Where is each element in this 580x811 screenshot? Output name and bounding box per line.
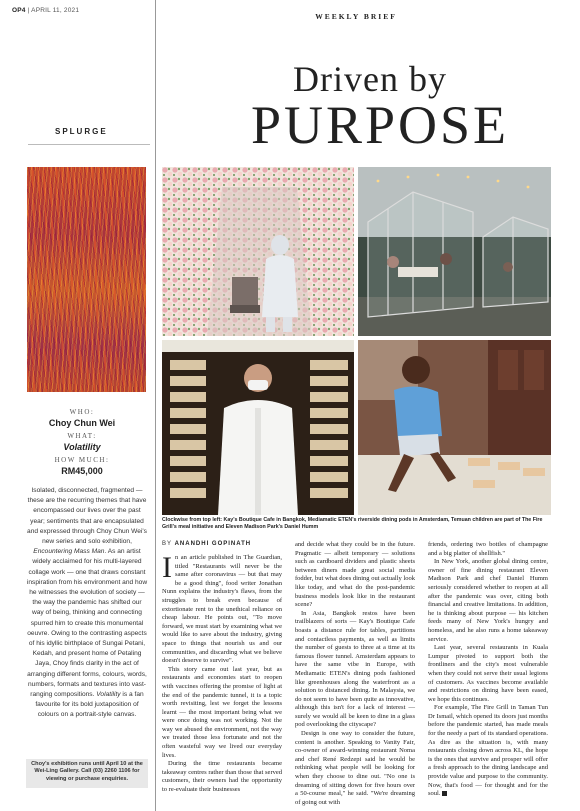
- artwork-image: [27, 167, 146, 392]
- price-label: HOW MUCH:: [54, 456, 110, 464]
- paragraph: Last year, several restaurants in Kuala Lumpur pivoted to support both the frontliners and the city's most vulnerable when they could not serve their usual legions of customers. As vaccines become available and restrictions on dining have been eased, we hope this continues.: [428, 644, 548, 703]
- author-name: ANANDHI GOPINATH: [174, 541, 252, 547]
- temuan-child-photo: [358, 340, 551, 515]
- article-column-2: [295, 541, 415, 807]
- exhibition-info-box: Choy's exhibition runs until April 10 at the Wei-Ling Gallery. Call (03) 2260 1106 for viewing or purchase enquiries.: [26, 759, 148, 788]
- what-label: WHAT:: [67, 432, 97, 440]
- paragraph: In Asia, Bangkok restos have been trailblazers of sorts — Kay's Boutique Cafe boasts a distance rule for tables, partitions and contactless payments, as well as limits the number of guests to three at a time at its famous flower tunnel. Amsterdam appears to have the same vibe in Europe, with Mediamatic ETEN's dining pods fashioned like greenhouses along the waterfront as a solution to distanced dining. In Malaysia, we do not seem to have been quite as innovative, although this isn't for a lack of interest — surely we would all be keen to dine in a glass pod overlooking the cityscape?: [295, 609, 415, 729]
- daniel-humm-photo: [162, 340, 354, 515]
- issue-date: APRIL 11, 2021: [31, 7, 80, 14]
- sidebar-kicker: SPLURGE: [55, 127, 108, 136]
- paragraph: and decide what they could be in the future. Pragmatic — albeit temporary — solutions such as cardboard dividers and plastic sheets between diners made great social media fodder, but what does dining out actually look like today, and what do the post-pandemic business models look like in the restaurant scene?: [295, 541, 415, 609]
- photo-caption: Clockwise from top left: Kay's Boutique Cafe in Bangkok, Mediamatic ETEN's riverside dining pods in Amsterdam, Temuan children are part of The Fire Grill's meal initiative and Eleven Madison Park's Daniel Humm: [162, 517, 543, 530]
- paragraph: friends, ordering two bottles of champagne and a big platter of shellfish.": [428, 541, 548, 557]
- artwork-title-inline: Volatility: [96, 691, 121, 699]
- headline-line-2: PURPOSE: [250, 95, 510, 155]
- headline-line-1: Driven by: [293, 59, 447, 99]
- article-column-3: [428, 541, 548, 799]
- who-label: WHO:: [69, 408, 95, 416]
- byline: [162, 541, 251, 547]
- paragraph: During the time restaurants became takeaway centres rather than those that served customers, their owners had the opportunity to re-evaluate their businesses: [162, 760, 282, 794]
- paragraph: In New York, another global dining centre, owner of fine dining restaurant Eleven Madison Park and chef Daniel Humm seriously considered whether to reopen at all after the pandemic was over, citing both financial and creative limitations. In addition, he is thinking about purpose — his kitchen feeds many of New York's hungry and homeless, and he also runs a home takeaway service.: [428, 558, 548, 643]
- drop-cap: I: [162, 551, 172, 584]
- paragraph: [162, 551, 282, 666]
- header-separator: |: [27, 7, 32, 14]
- exhibition-title: Encountering Mass Man: [33, 548, 105, 556]
- section-name: WEEKLY BRIEF: [315, 12, 397, 21]
- artwork-price: RM45,000: [61, 466, 103, 476]
- paragraph-text: n an article published in The Guardian, titled "Restaurants will never be the same after coronavirus — but that may be a good thing", food writer Jonathan Nunn explains the industry's flaws, from the struggles to break even because of extortionate rent to the unethical reliance on cheap labour. He points out, "To move forward, we must start by examining what we would like to save about the industry, giving space to things that nourish us and our communities, and discarding what we believe doesn't deserve to survive".: [162, 554, 282, 665]
- paragraph: [428, 704, 548, 799]
- dining-pods-photo: [358, 167, 551, 336]
- artist-name: Choy Chun Wei: [48, 418, 116, 428]
- paragraph-text: For example, The Fire Grill in Taman Tun Dr Ismail, which opened its doors just months before the pandemic started, has made meals for the needy a part of its standard operations. As dire as the situation is, with many restaurants closing down across KL, the hope is the ones that survive and prosper will offer a fresh approach to the dining landscape and provide value and purpose to the community. Now, that's food — for thought and for the soul.: [428, 704, 548, 798]
- byline-prefix: BY: [162, 541, 172, 547]
- sidebar-body-part-3: is a fan favourite for its bold juxtaposition of colours on a portrait-style canvas.: [35, 691, 144, 719]
- page-header-left: [12, 7, 79, 14]
- page-number: OP4: [12, 7, 26, 14]
- kays-cafe-photo: [162, 167, 354, 336]
- kicker-rule: [28, 144, 150, 145]
- paragraph: Design is one way to consider the future, content is another. Speaking to Vanity Fair, co-owner of award-winning restaurant Noma and chef René Redzepi said he would be rethinking what people will be looking for when they choose to dine out. "No one is dreaming of sitting down for five hours over a 50-course meal," he said. "We're dreaming of going out with: [295, 730, 415, 806]
- paragraph: This story came out last year, but as restaurants and economies start to reopen with vaccines offering the promise of light at the end of the pandemic tunnel, it is a topic worth revisiting, lest we forget the lessons learnt — the most important being what we were once doing was not working. Not the way we abused the environment, not the way we treated those less fortunate and not the often wasteful way we lived our everyday lives.: [162, 665, 282, 759]
- column-divider: [155, 0, 156, 811]
- sidebar-body: [26, 486, 148, 721]
- artwork-title: Volatility: [63, 442, 101, 452]
- end-mark-icon: [442, 791, 447, 796]
- sidebar-body-part-1: Isolated, disconnected, fragmented — these are the recurring themes that have encompassed our lives over the past year; sentiments that are encapsulated and expressed through Choy Chun Wei's new series and solo exhibition,: [27, 487, 147, 546]
- article-column-1: [162, 551, 282, 795]
- sidebar-body-part-2: . As an artist widely acclaimed for his multi-layered collage work — one that draws constant inspiration from his environment and how he witnesses the evolution of society — the way the pandemic has shifted our way of being, thinking and connecting spurred him to create this monumental oeuvre. Owing to the contrasting aspects of his idyllic birthplace of Sungai Petani, Kedah, and present home of Petaling Jaya, Choy finds clarity in the act of arranging different forms, colours, words, numbers, formats and textures into vast-ranging compositions.: [26, 548, 148, 699]
